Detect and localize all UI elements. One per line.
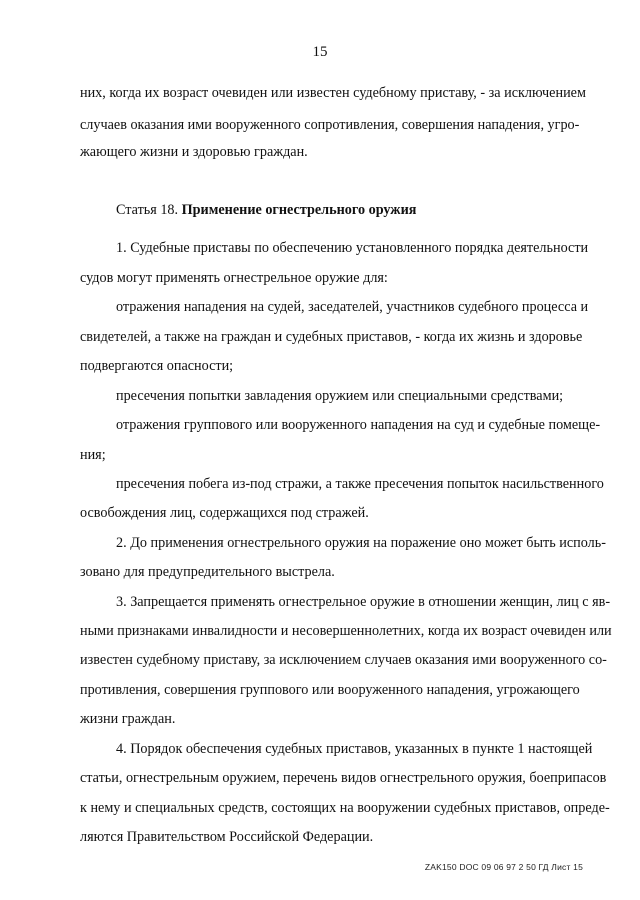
text-line: свидетелей, а также на граждан и судебных приставов, - когда их жизнь и здоровье bbox=[80, 329, 583, 345]
text-line: к нему и специальных средств, состоящих на вооружении судебных приставов, опреде- bbox=[80, 800, 610, 816]
text-line: отражения нападения на судей, заседателей, участников судебного процесса и bbox=[116, 299, 589, 315]
text-line: зовано для предупредительного выстрела. bbox=[80, 564, 335, 580]
text-line: ными признаками инвалидности и несовершеннолетних, когда их возраст очевиден или bbox=[80, 623, 612, 639]
text-line: пресечения побега из-под стражи, а также пресечения попыток насильственного bbox=[116, 476, 604, 492]
page-number: 15 bbox=[312, 44, 328, 60]
text-line: 1. Судебные приставы по обеспечению установленного порядка деятельности bbox=[116, 240, 589, 256]
text-line: случаев оказания ими вооруженного сопротивления, совершения нападения, угро- bbox=[80, 117, 580, 133]
text-line: жизни граждан. bbox=[80, 711, 176, 727]
text-line: подвергаются опасности; bbox=[80, 358, 234, 374]
text-line: ния; bbox=[80, 447, 106, 463]
text-line: освобождения лиц, содержащихся под стражей. bbox=[80, 505, 369, 521]
text-line: жающего жизни и здоровью граждан. bbox=[80, 144, 308, 160]
article-title: Применение огнестрельного оружия bbox=[181, 202, 417, 218]
text-line: них, когда их возраст очевиден или известен судебному приставу, - за исключением bbox=[80, 85, 586, 101]
text-line: противления, совершения группового или вооруженного нападения, угрожающего bbox=[80, 682, 580, 698]
text-line: 2. До применения огнестрельного оружия на поражение оно может быть исполь- bbox=[116, 535, 606, 551]
text-line: ляются Правительством Российской Федерации. bbox=[80, 829, 374, 845]
text-line: пресечения попытки завладения оружием или специальными средствами; bbox=[116, 388, 564, 404]
article-heading bbox=[116, 201, 568, 219]
text-line: статьи, огнестрельным оружием, перечень видов огнестрельного оружия, боеприпасов bbox=[80, 770, 607, 786]
article-number: Статья 18. bbox=[116, 202, 179, 218]
document-footer: ZAK150 DOC 09 06 97 2 50 ГД Лист 15 bbox=[424, 862, 583, 872]
text-line: известен судебному приставу, за исключением случаев оказания ими вооруженного со- bbox=[80, 652, 607, 668]
text-line: отражения группового или вооруженного нападения на суд и судебные помеще- bbox=[116, 417, 601, 433]
text-line: судов могут применять огнестрельное оружие для: bbox=[80, 270, 388, 286]
text-line: 4. Порядок обеспечения судебных приставов, указанных в пункте 1 настоящей bbox=[116, 741, 593, 757]
text-line: 3. Запрещается применять огнестрельное оружие в отношении женщин, лиц с яв- bbox=[116, 594, 611, 610]
